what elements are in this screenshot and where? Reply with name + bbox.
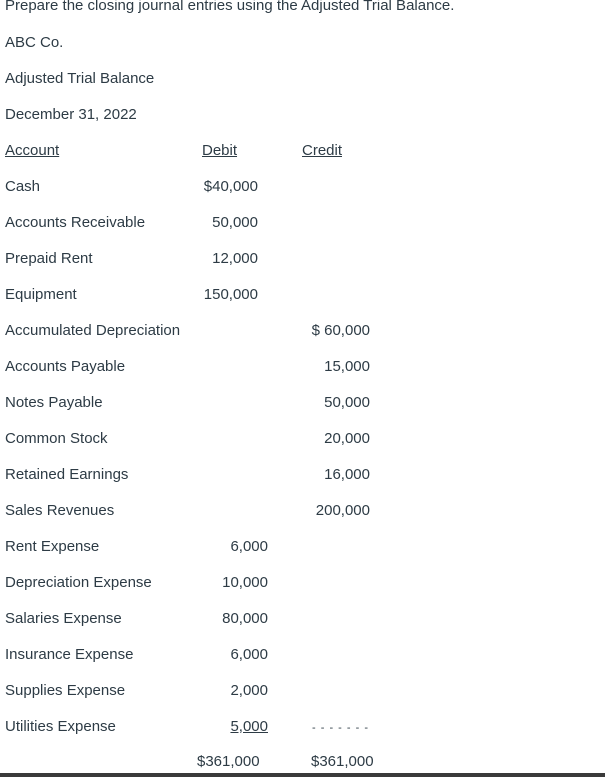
account-name: Accounts Payable	[5, 358, 126, 375]
account-name: Depreciation Expense	[5, 574, 152, 591]
report-title: Adjusted Trial Balance	[5, 70, 155, 87]
credit-underline-dashes: - - - - - - -	[312, 722, 369, 734]
debit-column-header: Debit	[202, 142, 238, 159]
account-name: Cash	[5, 178, 41, 195]
debit-amount: 6,000	[230, 538, 268, 555]
credit-amount: 15,000	[324, 358, 370, 375]
instruction-text: Prepare the closing journal entries using the Adjusted Trial Balance.	[5, 0, 455, 14]
account-name: Salaries Expense	[5, 610, 122, 627]
account-name: Retained Earnings	[5, 466, 129, 483]
account-name: Insurance Expense	[5, 646, 134, 663]
debit-amount: 150,000	[203, 286, 258, 303]
company-name: ABC Co.	[5, 34, 64, 51]
bottom-edge-bar	[0, 773, 605, 777]
account-name: Prepaid Rent	[5, 250, 93, 267]
account-name: Rent Expense	[5, 538, 100, 555]
credit-amount: 200,000	[315, 502, 370, 519]
debit-amount: $40,000	[203, 178, 258, 195]
credit-amount: 20,000	[324, 430, 370, 447]
credit-amount: 50,000	[324, 394, 370, 411]
account-name: Accounts Receivable	[5, 214, 146, 231]
debit-amount: 12,000	[212, 250, 258, 267]
account-name: Equipment	[5, 286, 77, 303]
credit-total: $361,000	[311, 753, 374, 770]
account-name: Notes Payable	[5, 394, 103, 411]
account-name: Supplies Expense	[5, 682, 126, 699]
account-name: Utilities Expense	[5, 718, 116, 735]
debit-amount: 50,000	[212, 214, 258, 231]
debit-amount: 10,000	[222, 574, 268, 591]
debit-total: $361,000	[197, 753, 260, 770]
account-name: Accumulated Depreciation	[5, 322, 181, 339]
debit-amount: 6,000	[230, 646, 268, 663]
account-name: Sales Revenues	[5, 502, 115, 519]
credit-column-header: Credit	[302, 142, 343, 159]
account-name: Common Stock	[5, 430, 108, 447]
debit-amount: 5,000	[230, 718, 268, 735]
credit-amount: 16,000	[324, 466, 370, 483]
debit-amount: 2,000	[230, 682, 268, 699]
report-date: December 31, 2022	[5, 106, 137, 123]
debit-amount: 80,000	[222, 610, 268, 627]
account-column-header: Account	[5, 142, 60, 159]
credit-amount: $ 60,000	[311, 322, 370, 339]
